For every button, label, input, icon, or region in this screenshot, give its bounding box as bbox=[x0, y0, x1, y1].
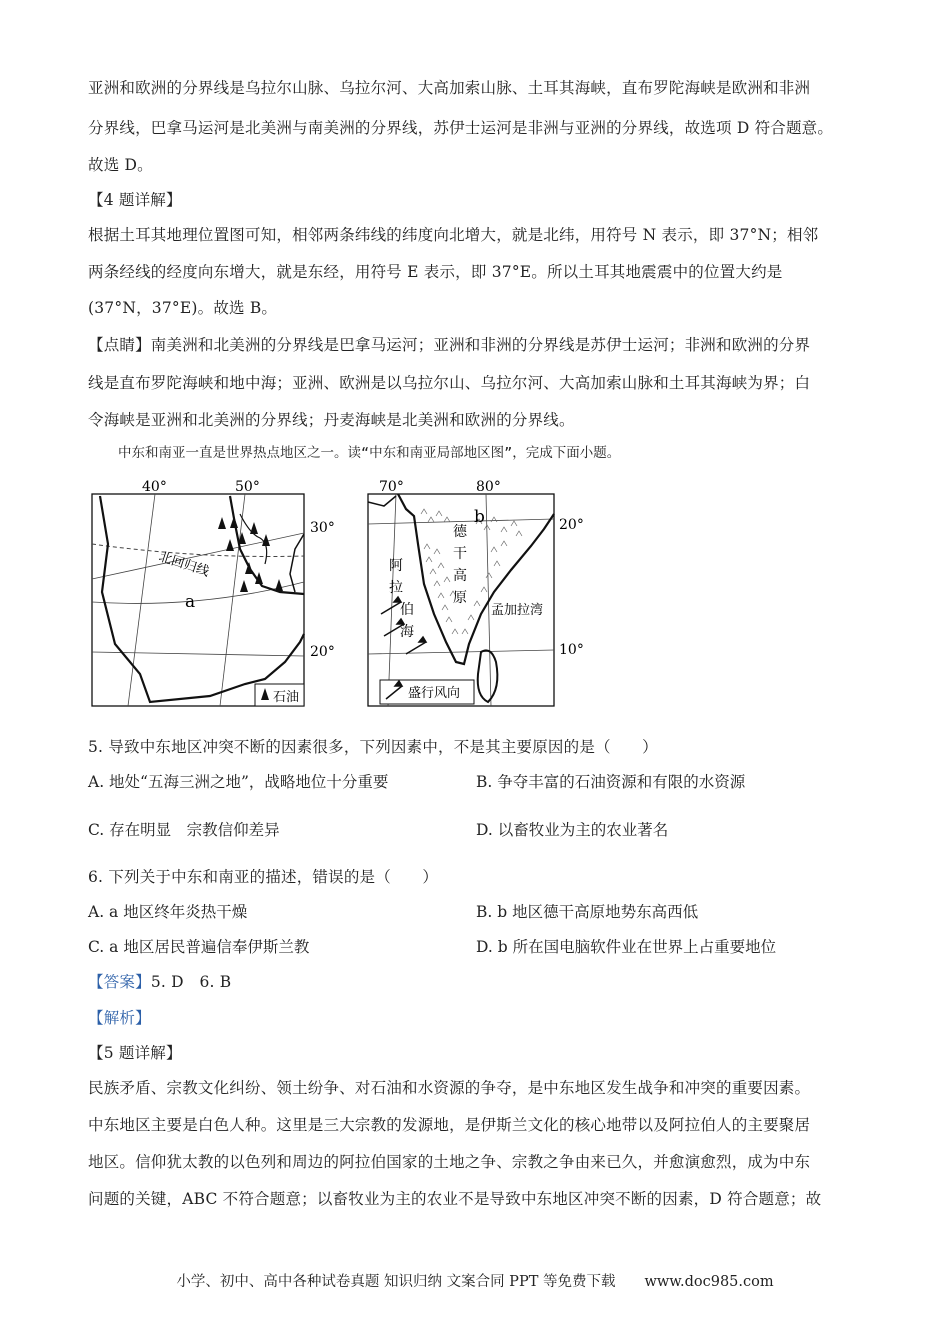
arabian-char: 伯 bbox=[400, 602, 414, 618]
lon-label: 70° bbox=[379, 479, 404, 495]
q6-option-a[interactable]: A. a 地区终年炎热干燥 bbox=[88, 903, 248, 921]
lat-label: 20° bbox=[310, 644, 335, 660]
para-line: 两条经线的经度向东增大，就是东经，用符号 E 表示，即 37°E。所以土耳其地震震中的位置大约是 bbox=[88, 263, 783, 281]
deccan-char: 德 bbox=[453, 524, 467, 540]
deccan-char: 原 bbox=[453, 590, 467, 606]
para-line: 故选 D。 bbox=[88, 156, 153, 174]
q4-detail-heading: 【4 题详解】 bbox=[88, 191, 182, 209]
q5-option-a[interactable]: A. 地处“五海三洲之地”，战略地位十分重要 bbox=[88, 773, 389, 791]
para-line: 分界线，巴拿马运河是北美洲与南美洲的分界线，苏伊士运河是非洲与亚洲的分界线，故选项 D 符合题意。 bbox=[88, 119, 834, 137]
lon-label: 50° bbox=[235, 479, 260, 495]
question-intro: 中东和南亚一直是世界热点地区之一。读“中东和南亚局部地区图”，完成下面小题。 bbox=[118, 445, 621, 461]
oil-icon bbox=[218, 516, 283, 592]
arabian-char: 阿 bbox=[389, 558, 403, 574]
lat-label: 20° bbox=[559, 517, 584, 533]
tip-line: 【点睛】南美洲和北美洲的分界线是巴拿马运河；亚洲和非洲的分界线是苏伊士运河；非洲和欧洲的分界 bbox=[88, 336, 811, 354]
q6-option-b[interactable]: B. b 地区德干高原地势东高西低 bbox=[476, 903, 699, 921]
para-line: 亚洲和欧洲的分界线是乌拉尔山脉、乌拉尔河、大高加索山脉、土耳其海峡，直布罗陀海峡是欧洲和非洲 bbox=[88, 79, 811, 97]
q6-option-d[interactable]: D. b 所在国电脑软件业在世界上占重要地位 bbox=[476, 938, 777, 956]
south-asia-map bbox=[366, 474, 591, 710]
lon-label: 80° bbox=[476, 479, 501, 495]
para-line: 根据土耳其地理位置图可知，相邻两条纬线的纬度向北增大，就是北纬，用符号 N 表示，即 37°N；相邻 bbox=[88, 226, 819, 244]
region-a-label: a bbox=[185, 592, 196, 612]
tropic-label: 北回归线 bbox=[156, 549, 211, 580]
para-line: 民族矛盾、宗教文化纠纷、领土纷争、对石油和水资源的争夺，是中东地区发生战争和冲突的重要因素。 bbox=[88, 1079, 811, 1097]
region-b-label: b bbox=[474, 507, 485, 527]
q5-option-d[interactable]: D. 以畜牧业为主的农业著名 bbox=[476, 821, 669, 839]
para-line: 中东地区主要是白色人种。这里是三大宗教的发源地，是伊斯兰文化的核心地带以及阿拉伯人的主要聚居 bbox=[88, 1116, 811, 1134]
answer-line bbox=[88, 970, 231, 992]
answer-label: 【答案】 bbox=[88, 973, 151, 991]
deccan-char: 干 bbox=[453, 546, 467, 562]
bay-of-bengal-label: 孟加拉湾 bbox=[491, 603, 544, 618]
tip-line: 令海峡是亚洲和北美洲的分界线；丹麦海峡是北美洲和欧洲的分界线。 bbox=[88, 411, 575, 429]
sri-lanka-island bbox=[478, 650, 498, 702]
tip-line: 线是直布罗陀海峡和地中海；亚洲、欧洲是以乌拉尔山、乌拉尔河、大高加索山脉和土耳其海峡为界；白 bbox=[88, 374, 811, 392]
para-line: (37°N，37°E)。故选 B。 bbox=[88, 299, 278, 317]
arabian-char: 海 bbox=[400, 624, 414, 640]
q5-option-b[interactable]: B. 争夺丰富的石油资源和有限的水资源 bbox=[476, 773, 746, 791]
arabian-char: 拉 bbox=[389, 580, 403, 596]
q5-stem: 5. 导致中东地区冲突不断的因素很多，下列因素中，不是其主要原因的是（ ） bbox=[88, 738, 658, 756]
legend-label: 石油 bbox=[273, 690, 300, 705]
q6-stem: 6. 下列关于中东和南亚的描述，错误的是（ ） bbox=[88, 868, 439, 886]
para-line: 问题的关键，ABC 不符合题意；以畜牧业为主的农业不是导致中东地区冲突不断的因素，D 符合题意；故 bbox=[88, 1190, 822, 1208]
analysis-label: 【解析】 bbox=[88, 1009, 151, 1027]
page-footer: 小学、初中、高中各种试卷真题 知识归纳 文案合同 PPT 等免费下载 www.doc985.com bbox=[176, 1274, 774, 1290]
legend-label: 盛行风向 bbox=[408, 686, 461, 701]
middle-east-map bbox=[90, 474, 350, 710]
answer-text: 5. D 6. B bbox=[150, 973, 232, 991]
deccan-char: 高 bbox=[453, 568, 467, 584]
lat-label: 30° bbox=[310, 520, 335, 536]
q6-option-c[interactable]: C. a 地区居民普遍信奉伊斯兰教 bbox=[88, 938, 310, 956]
para-line: 地区。信仰犹太教的以色列和周边的阿拉伯国家的土地之争、宗教之争由来已久，并愈演愈烈，成为中东 bbox=[88, 1153, 811, 1171]
q5-detail-heading: 【5 题详解】 bbox=[88, 1044, 182, 1062]
lat-label: 10° bbox=[559, 642, 584, 658]
q5-option-c[interactable]: C. 存在明显 宗教信仰差异 bbox=[88, 821, 280, 839]
lon-label: 40° bbox=[142, 479, 167, 495]
